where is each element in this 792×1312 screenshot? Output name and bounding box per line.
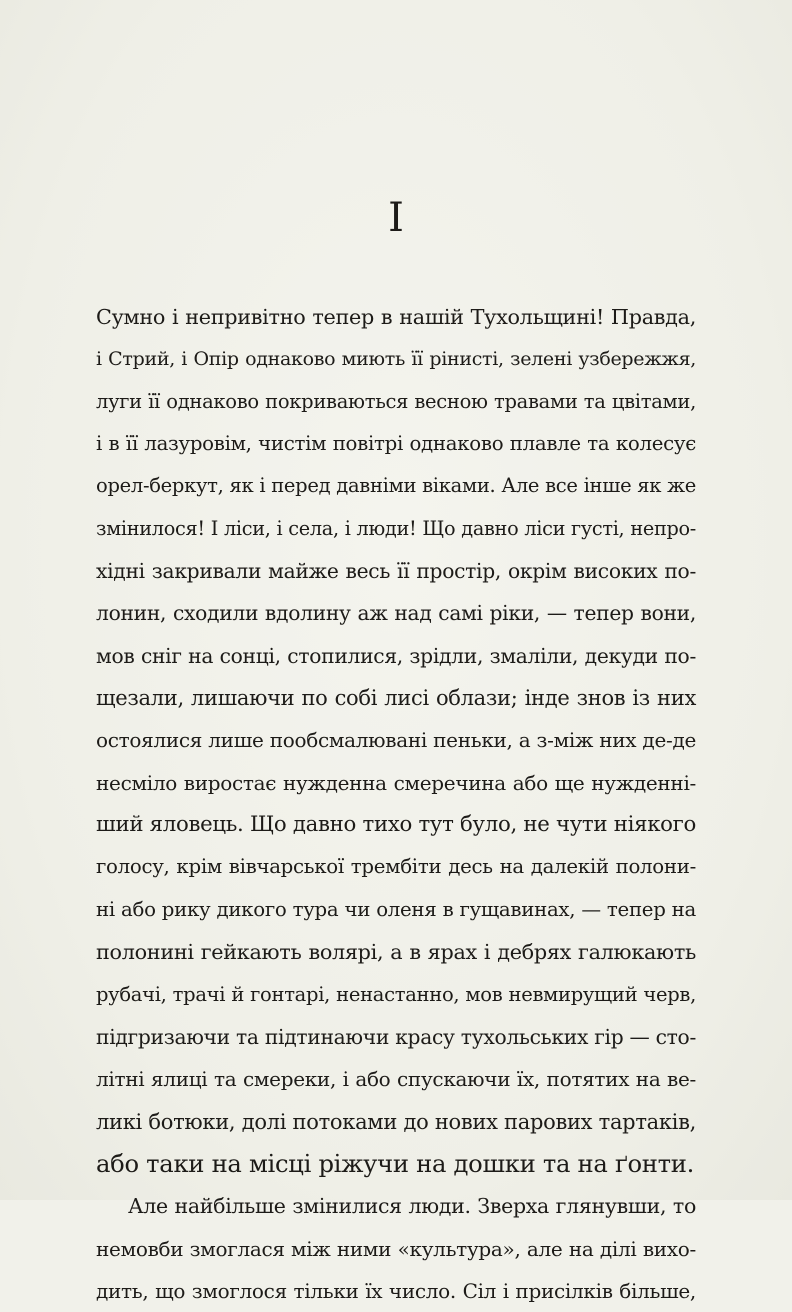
paragraph-1 [96,296,696,1185]
text-line: літні ялиці та смереки, і або спускаючи їх, потятих на ве- [96,1067,696,1092]
text-line: ликі ботюки, долі потоками до нових парових тартаків, [96,1109,696,1134]
text-line: рубачі, трачі й гонтарі, ненастанно, мов невмирущий черв, [96,982,696,1006]
text-line: полонині гейкають волярі, а в ярах і дебрях галюкають [96,940,696,965]
text-line: змінилося! І ліси, і села, і люди! Що давно ліси густі, непро- [96,516,696,540]
text-line: Але найбільше змінилися люди. Зверха глянувши, то [128,1194,696,1219]
text-line: луги її однаково покриваються весною травами та цвітами, [96,389,696,413]
text-line: дить, що змоглося тільки їх число. Сіл і присілків більше, [96,1278,696,1303]
chapter-title: I [388,195,404,241]
text-line: і в її лазуровім, чистім повітрі однаково плавле та колесує [96,432,696,456]
text-line: підгризаючи та підтинаючи красу тухольських гір — сто- [96,1024,696,1049]
text-line: або таки на місці ріжучи на дошки та на ґонти. [96,1148,695,1178]
text-line: ший яловець. Що давно тихо тут було, не чути ніякого [96,812,696,838]
paragraph-2 [96,1185,696,1312]
text-line: хідні закривали майже весь її простір, окрім високих по- [96,559,696,584]
text-line: остоялися лише пообсмалювані пеньки, а з-між них де-де [96,728,696,753]
text-line: несміло виростає нужденна смеречина або ще нужденні- [96,770,696,795]
text-line: орел-беркут, як і перед давніми віками. Але все інше як же [96,474,696,498]
text-line: і Стрий, і Опір однаково миють її рінисті, зелені узбережжя, [96,348,696,371]
text-line: ні або рику дикого тура чи оленя в гущавинах, — тепер на [96,897,696,921]
body-text [96,296,696,1312]
text-line: немовби змоглася між ними «культура», але на ділі вихо- [96,1236,696,1261]
text-line: Сумно і непривітно тепер в нашій Тухольщині! Правда, [96,305,696,329]
text-line: голосу, крім вівчарської трембіти десь на далекій полони- [96,855,696,879]
text-line: мов сніг на сонці, стопилися, зрідли, змаліли, декуди по- [96,643,696,668]
text-line: лонин, сходили вдолину аж над самі ріки, — тепер вони, [96,601,696,626]
text-line: щезали, лишаючи по собі лисі облази; інде знов із них [96,686,696,711]
